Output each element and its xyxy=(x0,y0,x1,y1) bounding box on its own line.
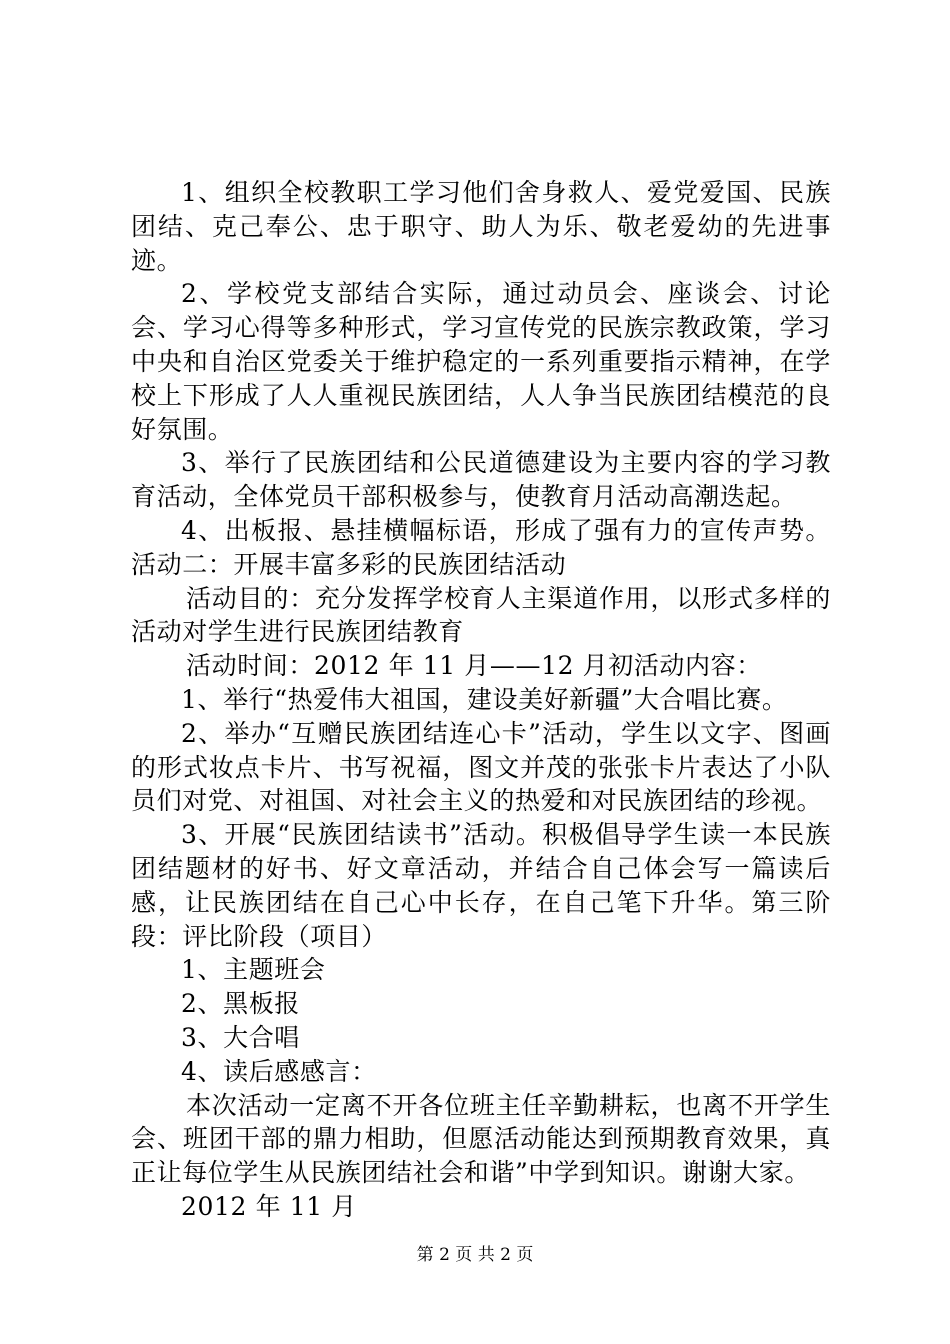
paragraph-party-branch: 2、学校党支部结合实际，通过动员会、座谈会、讨论会、学习心得等多种形式，学习宣传党的民族宗教政策，学习中央和自治区党委关于维护稳定的一系列重要指示精神，在学校上下形成了人人重视民族团结，人人争当民族团结模范的良好氛围。 xyxy=(131,279,831,444)
list-item-blackboard: 2、黑板报 xyxy=(181,989,300,1019)
list-item-reading-reflection: 4、读后感感言： xyxy=(181,1056,377,1086)
paragraph-activity-time: 活动时间：2012 年 11 月——12 月初活动内容： xyxy=(186,651,762,681)
paragraph-staff-study: 1、组织全校教职工学习他们舍身救人、爱党爱国、民族团结、克己奉公、忠于职守、助人为乐、敬老爱幼的先进事迹。 xyxy=(131,178,831,275)
paragraph-closing: 本次活动一定离不开各位班主任辛勤耕耘，也离不开学生会、班团干部的鼎力相助，但愿活动能达到预期教育效果，真正让每位学生从民族团结社会和谐”中学到知识。谢谢大家。 xyxy=(131,1090,831,1188)
page-number-footer: 第 2 页 共 2 页 xyxy=(416,1245,534,1265)
paragraph-unity-card: 2、举办“互赠民族团结连心卡”活动，学生以文字、图画的形式妆点卡片、书写祝福，图文并茂的张张卡片表达了小队员们对党、对祖国、对社会主义的热爱和对民族团结的珍视。 xyxy=(131,718,831,816)
paragraph-chorus-contest: 1、举行“热爱伟大祖国，建设美好新疆”大合唱比赛。 xyxy=(181,684,788,714)
document-body xyxy=(131,176,831,1224)
paragraph-activity-purpose: 活动目的：充分发挥学校育人主渠道作用，以形式多样的活动对学生进行民族团结教育 xyxy=(131,583,831,647)
list-item-chorus: 3、大合唱 xyxy=(181,1022,300,1052)
paragraph-reading-activity: 3、开展“民族团结读书”活动。积极倡导学生读一本民族团结题材的好书、好文章活动，并结合自己体会写一篇读后感，让民族团结在自己心中长存，在自己笔下升华。第三阶段：评比阶段（项目） xyxy=(131,820,831,951)
paragraph-education-activity: 3、举行了民族团结和公民道德建设为主要内容的学习教育活动，全体党员干部积极参与，使教育月活动高潮迭起。 xyxy=(131,448,831,512)
list-item-class-meeting: 1、主题班会 xyxy=(181,955,326,985)
paragraph-publicity: 4、出板报、悬挂横幅标语，形成了强有力的宣传声势。活动二：开展丰富多彩的民族团结活动 xyxy=(131,515,831,579)
paragraph-date: 2012 年 11 月 xyxy=(181,1191,357,1221)
